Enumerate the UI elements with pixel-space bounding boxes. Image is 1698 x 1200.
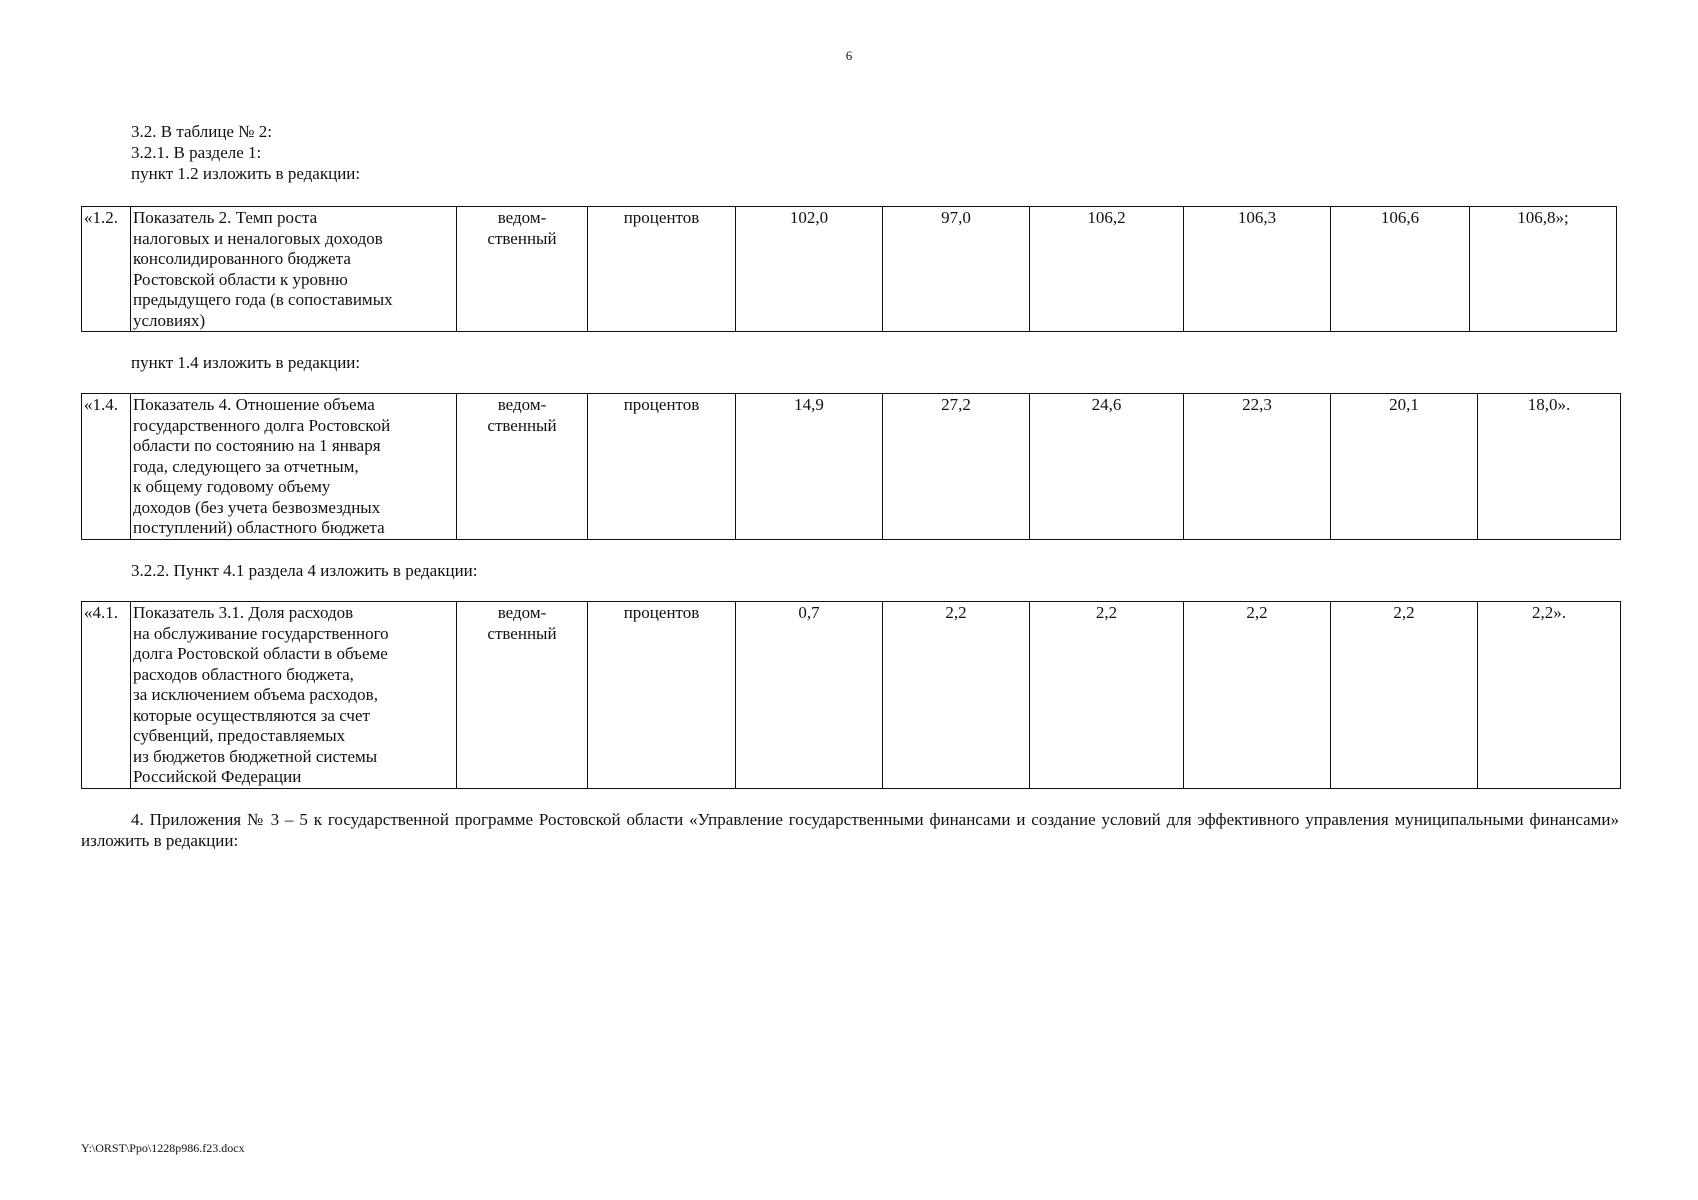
table-row (82, 207, 1617, 332)
value-cell: 106,2 (1030, 207, 1184, 332)
type-line: ственный (487, 415, 557, 435)
indicator-name (131, 394, 457, 540)
unit-cell: процентов (588, 394, 736, 540)
value-cell: 97,0 (883, 207, 1030, 332)
name-line: поступлений) областного бюджета (133, 518, 385, 537)
value-cell: 106,3 (1184, 207, 1331, 332)
row-number: «1.4. (82, 394, 131, 540)
type-line: ственный (487, 623, 557, 643)
section-heading-3-2: 3.2. В таблице № 2: (131, 122, 272, 141)
indicator-type (457, 207, 588, 332)
instruction-point-1-2: пункт 1.2 изложить в редакции: (131, 164, 361, 183)
name-line: расходов областного бюджета, (133, 664, 354, 684)
type-line: ведом- (497, 395, 547, 414)
value-cell: 2,2 (1331, 602, 1478, 789)
name-line: Показатель 2. Темп роста (133, 208, 318, 227)
name-line: за исключением объема расходов, (133, 685, 378, 704)
name-line: Показатель 3.1. Доля расходов (133, 603, 354, 622)
name-line: консолидированного бюджета (133, 249, 351, 268)
instruction-point-1-4: пункт 1.4 изложить в редакции: (131, 353, 361, 372)
name-line: Российской Федерации (133, 767, 302, 786)
name-line: к общему годовому объему (133, 477, 331, 496)
name-line: предыдущего года (в сопоставимых (133, 290, 393, 309)
indicator-name (131, 602, 457, 789)
name-line: доходов (без учета безвозмездных (133, 497, 381, 517)
indicator-name (131, 207, 457, 332)
indicator-type (457, 602, 588, 789)
instruction-point-4-1: 3.2.2. Пункт 4.1 раздела 4 изложить в редакции: (131, 561, 478, 580)
value-cell: 18,0». (1478, 394, 1621, 540)
value-cell: 2,2 (883, 602, 1030, 789)
value-cell: 27,2 (883, 394, 1030, 540)
type-line: ственный (487, 228, 557, 248)
row-number: «4.1. (82, 602, 131, 789)
unit-cell: процентов (588, 207, 736, 332)
name-line: условиях) (133, 310, 206, 330)
value-cell: 24,6 (1030, 394, 1184, 540)
type-line: ведом- (497, 603, 547, 622)
name-line: государственного долга Ростовской (133, 415, 391, 435)
type-line: ведом- (497, 208, 547, 227)
unit-cell: процентов (588, 602, 736, 789)
value-cell: 20,1 (1331, 394, 1478, 540)
name-line: которые осуществляются за счет (133, 705, 370, 725)
value-cell: 14,9 (736, 394, 883, 540)
row-number: «1.2. (82, 207, 131, 332)
section-heading-3-2-1: 3.2.1. В разделе 1: (131, 143, 262, 162)
name-line: области по состоянию на 1 января (133, 436, 381, 455)
value-cell: 2,2 (1030, 602, 1184, 789)
name-line: налоговых и неналоговых доходов (133, 228, 383, 248)
value-cell: 2,2 (1184, 602, 1331, 789)
value-cell: 106,8»; (1470, 207, 1617, 332)
table-row (82, 394, 1621, 540)
name-line: Показатель 4. Отношение объема (133, 395, 375, 414)
value-cell: 2,2». (1478, 602, 1621, 789)
indicator-type (457, 394, 588, 540)
name-line: года, следующего за отчетным, (133, 456, 359, 476)
page-number: 6 (845, 48, 853, 63)
value-cell: 0,7 (736, 602, 883, 789)
value-cell: 22,3 (1184, 394, 1331, 540)
name-line: Ростовской области к уровню (133, 269, 348, 289)
footer-file-path: Y:\ORST\Ppo\1228p986.f23.docx (81, 1141, 245, 1155)
table-point-1-4 (81, 393, 1621, 540)
name-line: субвенций, предоставляемых (133, 726, 346, 745)
table-point-1-2 (81, 206, 1617, 332)
value-cell: 106,6 (1331, 207, 1470, 332)
name-line: на обслуживание государственного (133, 623, 389, 643)
name-line: долга Ростовской области в объеме (133, 644, 388, 663)
value-cell: 102,0 (736, 207, 883, 332)
paragraph-4-appendices: 4. Приложения № 3 – 5 к государственной программе Ростовской области «Управление государственными финансами и создание условий для эффективного управления муниципальными финансами» изложить в редакции: (81, 810, 1619, 850)
name-line: из бюджетов бюджетной системы (133, 746, 378, 766)
table-row (82, 602, 1621, 789)
table-point-4-1 (81, 601, 1621, 789)
